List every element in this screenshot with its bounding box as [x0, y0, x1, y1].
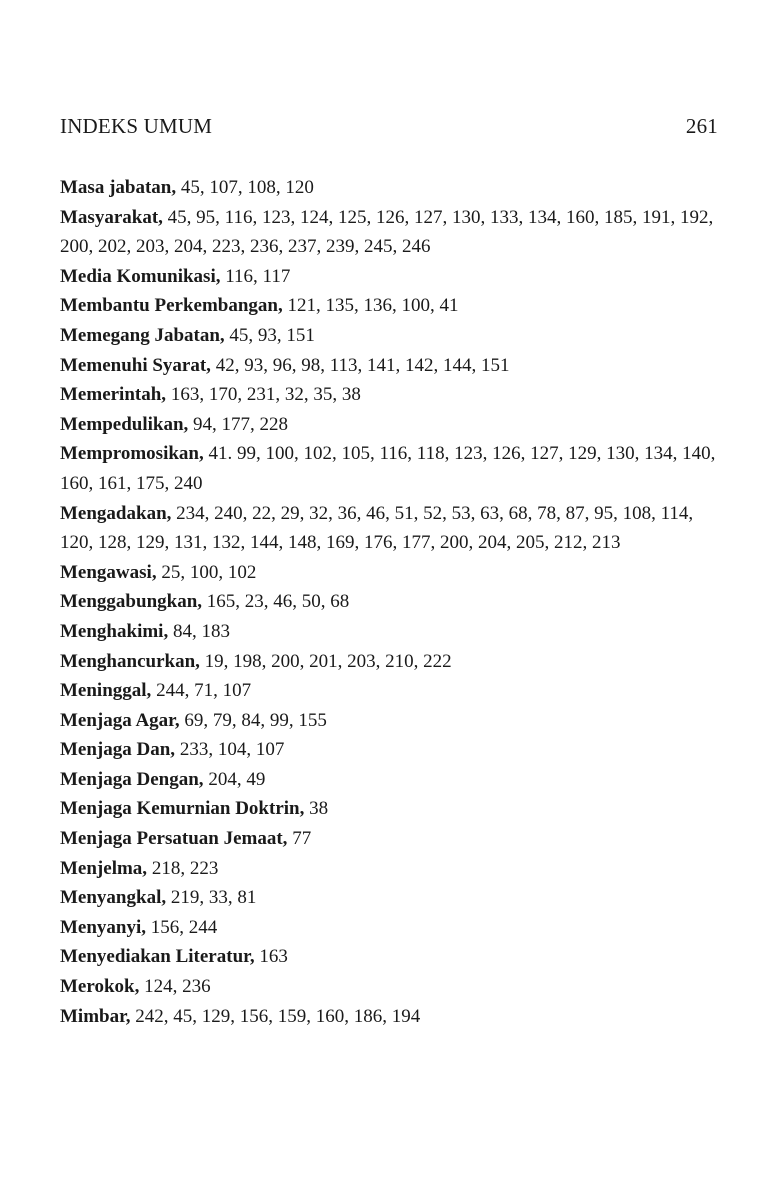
- index-entry: [60, 321, 720, 351]
- page-title: INDEKS UMUM: [60, 114, 213, 138]
- entry-pages: 69, 79, 84, 99, 155: [179, 709, 327, 731]
- index-entry: [60, 972, 720, 1002]
- entry-term: Menyangkal,: [60, 887, 167, 909]
- entry-pages: 121, 135, 136, 100, 41: [282, 295, 459, 317]
- index-entry: [60, 410, 720, 440]
- entry-term: Merokok,: [60, 976, 140, 998]
- entry-term: Meninggal,: [60, 680, 152, 702]
- index-entry: [60, 380, 720, 410]
- index-entry: [60, 824, 720, 854]
- entry-term: Menyanyi,: [60, 916, 147, 938]
- entry-term: Menggabungkan,: [60, 591, 203, 613]
- index-entry: [60, 794, 720, 824]
- entry-term: Menjaga Dan,: [60, 739, 176, 761]
- index-entry: [60, 439, 720, 498]
- entry-pages: 116, 117: [220, 265, 291, 287]
- entry-pages: 233, 104, 107: [175, 739, 285, 761]
- index-entry: [60, 558, 720, 588]
- entry-pages: 45, 93, 151: [224, 324, 315, 346]
- index-entry: [60, 913, 720, 943]
- entry-term: Masyarakat,: [60, 206, 163, 228]
- entry-pages: 218, 223: [147, 857, 219, 879]
- entry-pages: 84, 183: [168, 620, 230, 642]
- entry-term: Menghakimi,: [60, 620, 169, 642]
- index-entry: [60, 173, 720, 203]
- entry-term: Mengawasi,: [60, 561, 157, 583]
- entry-pages: 242, 45, 129, 156, 159, 160, 186, 194: [130, 1005, 421, 1027]
- entry-term: Menjaga Kemurnian Doktrin,: [60, 798, 305, 820]
- entry-term: Mimbar,: [60, 1005, 131, 1027]
- index-list: [60, 173, 720, 1031]
- index-entry: [60, 617, 720, 647]
- entry-pages: 219, 33, 81: [166, 887, 257, 909]
- index-entry: [60, 706, 720, 736]
- entry-term: Mempedulikan,: [60, 413, 189, 435]
- index-entry: [60, 735, 720, 765]
- entry-pages: 25, 100, 102: [156, 561, 257, 583]
- entry-term: Menyediakan Literatur,: [60, 946, 255, 968]
- entry-pages: 163: [254, 946, 288, 968]
- running-header: [60, 114, 718, 144]
- entry-pages: 234, 240, 22, 29, 32, 36, 46, 51, 52, 53, 63, 68, 78, 87, 95, 108, 114, 120, 128, 129, 131, 132, 144, 148, 169, 176, 177, 200, 204, 205, 212, 213: [60, 502, 694, 554]
- entry-pages: 77: [287, 828, 312, 850]
- entry-term: Menjaga Agar,: [60, 709, 180, 731]
- entry-term: Menjaga Dengan,: [60, 768, 204, 790]
- index-entry: [60, 854, 720, 884]
- entry-pages: 19, 198, 200, 201, 203, 210, 222: [199, 650, 452, 672]
- entry-pages: 124, 236: [139, 976, 211, 998]
- index-entry: [60, 765, 720, 795]
- index-entry: [60, 587, 720, 617]
- entry-term: Masa jabatan,: [60, 177, 177, 198]
- entry-pages: 45, 95, 116, 123, 124, 125, 126, 127, 130, 133, 134, 160, 185, 191, 192, 200, 202, 203, 204, 223, 236, 237, 239, 245, 246: [60, 206, 714, 258]
- index-entry: [60, 1002, 720, 1032]
- index-entry: [60, 647, 720, 677]
- index-entry: [60, 942, 720, 972]
- index-entry: [60, 351, 720, 381]
- entry-term: Menjelma,: [60, 857, 148, 879]
- entry-pages: 42, 93, 96, 98, 113, 141, 142, 144, 151: [210, 354, 510, 376]
- entry-pages: 45, 107, 108, 120: [176, 177, 314, 198]
- entry-pages: 244, 71, 107: [151, 680, 252, 702]
- entry-term: Menghancurkan,: [60, 650, 200, 672]
- page-number: 261: [685, 114, 718, 138]
- entry-pages: 165, 23, 46, 50, 68: [202, 591, 350, 613]
- entry-term: Memerintah,: [60, 384, 167, 406]
- entry-term: Mempromosikan,: [60, 443, 204, 465]
- entry-pages: 163, 170, 231, 32, 35, 38: [166, 384, 361, 406]
- entry-pages: 156, 244: [146, 916, 218, 938]
- entry-term: Mengadakan,: [60, 502, 172, 524]
- entry-term: Memenuhi Syarat,: [60, 354, 211, 376]
- entry-pages: 38: [304, 798, 329, 820]
- entry-pages: 204, 49: [203, 768, 266, 790]
- index-entry: [60, 262, 720, 292]
- entry-pages: 41. 99, 100, 102, 105, 116, 118, 123, 126, 127, 129, 130, 134, 140, 160, 161, 175, 240: [60, 443, 716, 494]
- index-entry: [60, 203, 720, 262]
- entry-term: Media Komunikasi,: [60, 265, 221, 287]
- index-entry: [60, 883, 720, 913]
- index-entry: [60, 499, 720, 558]
- entry-term: Memegang Jabatan,: [60, 324, 225, 346]
- entry-term: Menjaga Persatuan Jemaat,: [60, 828, 288, 850]
- index-entry: [60, 291, 720, 321]
- entry-pages: 94, 177, 228: [188, 413, 289, 435]
- entry-term: Membantu Perkembangan,: [60, 295, 283, 317]
- index-entry: [60, 676, 720, 706]
